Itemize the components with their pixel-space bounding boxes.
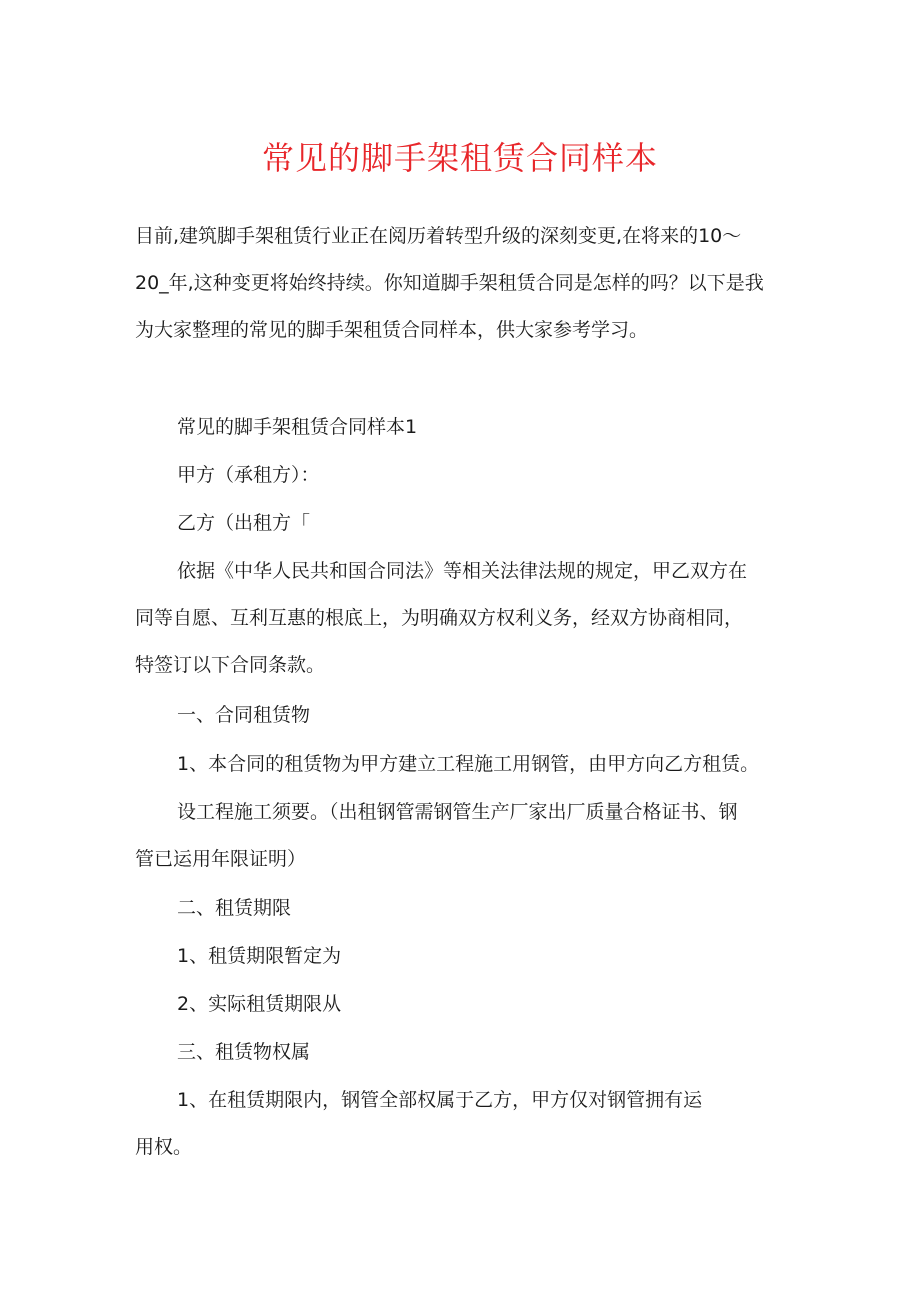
section3-title: 三、租赁物权属 bbox=[177, 1041, 311, 1063]
basis-paragraph bbox=[135, 548, 790, 689]
basis-line-1: 依据《中华人民共和国合同法》等相关法律法规的规定，甲乙双方在 bbox=[177, 560, 748, 582]
party-b-line: 乙方（出租方「 bbox=[177, 512, 311, 534]
section2-item2: 2、实际租赁期限从 bbox=[177, 993, 342, 1015]
section3-item1-line-2: 用权。 bbox=[135, 1136, 193, 1158]
section1-item1: 1、本合同的租赁物为甲方建立工程施工用钢管，由甲方向乙方租赁。 bbox=[177, 753, 760, 775]
intro-line-1: 目前,建筑脚手架租赁行业正在阅历着转型升级的深刻变更,在将来的10〜 bbox=[135, 225, 742, 247]
document-title: 常见的脚手架租赁合同样本 bbox=[261, 139, 658, 177]
section3-item1-line-1: 1、在租赁期限内，钢管全部权属于乙方，甲方仅对钢管拥有运 bbox=[177, 1089, 703, 1111]
sample-heading: 常见的脚手架租赁合同样本1 bbox=[177, 416, 418, 438]
basis-line-3: 特签订以下合同条款。 bbox=[135, 654, 326, 676]
intro-line-3: 为大家整理的常见的脚手架租赁合同样本，供大家参考学习。 bbox=[135, 319, 649, 341]
section2-item1: 1、租赁期限暂定为 bbox=[177, 945, 342, 967]
intro-line-2: 20_年,这种变更将始终持续。你知道脚手架租赁合同是怎样的吗？以下是我 bbox=[135, 272, 764, 294]
section1-item1-continuation bbox=[135, 789, 790, 883]
party-a-line: 甲方（承租方）： bbox=[177, 464, 320, 486]
section3-item1 bbox=[135, 1077, 790, 1171]
basis-line-2: 同等自愿、互利互惠的根底上，为明确双方权利义务，经双方协商相同， bbox=[135, 607, 744, 629]
intro-paragraph bbox=[135, 213, 790, 354]
section1-cont-line-1: 设工程施工须要。（出租钢管需钢管生产厂家出厂质量合格证书、钢 bbox=[177, 801, 738, 823]
section2-title: 二、租赁期限 bbox=[177, 897, 292, 919]
section1-cont-line-2: 管已运用年限证明） bbox=[135, 848, 307, 870]
section1-title: 一、合同租赁物 bbox=[177, 704, 311, 726]
